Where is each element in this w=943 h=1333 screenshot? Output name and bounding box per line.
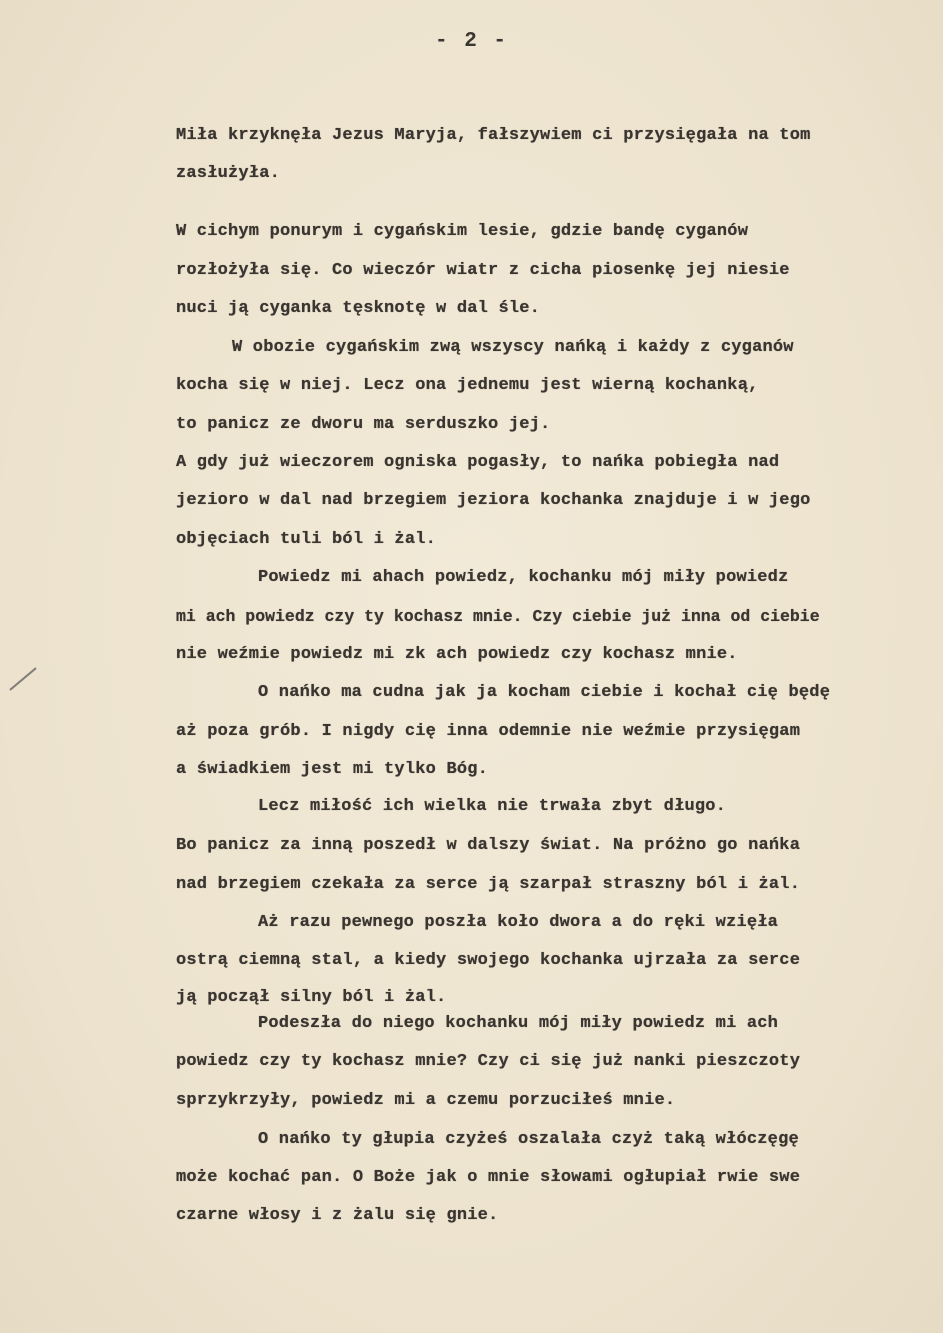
text-line: nad brzegiem czekała za serce ją szarpał straszny ból i żal.	[176, 875, 801, 894]
text-line: a świadkiem jest mi tylko Bóg.	[176, 760, 489, 779]
text-line: mi ach powiedz czy ty kochasz mnie. Czy ciebie już inna od ciebie	[176, 607, 820, 626]
text-line: A gdy już wieczorem ogniska pogasły, to nańka pobiegła nad	[176, 453, 780, 472]
text-line: nuci ją cyganka tęsknotę w dal śle.	[176, 299, 541, 318]
text-line: Lecz miłość ich wielka nie trwała zbyt długo.	[258, 797, 727, 816]
text-line: ostrą ciemną stal, a kiedy swojego kochanka ujrzała za serce	[176, 951, 801, 970]
text-line: to panicz ze dworu ma serduszko jej.	[176, 415, 551, 434]
text-line: W cichym ponurym i cygańskim lesie, gdzie bandę cyganów	[176, 222, 749, 241]
pencil-mark	[9, 667, 36, 690]
text-line: zasłużyła.	[176, 164, 281, 183]
text-line: Bo panicz za inną poszedł w dalszy świat. Na próżno go nańka	[176, 836, 801, 855]
text-line: powiedz czy ty kochasz mnie? Czy ci się już nanki pieszczoty	[176, 1052, 801, 1071]
text-line: może kochać pan. O Boże jak o mnie słowami ogłupiał rwie swe	[176, 1168, 801, 1187]
text-line: sprzykrzyły, powiedz mi a czemu porzuciłeś mnie.	[176, 1091, 676, 1110]
text-line: czarne włosy i z żalu się gnie.	[176, 1206, 499, 1225]
text-line: Podeszła do niego kochanku mój miły powiedz mi ach	[258, 1014, 779, 1033]
text-line: aż poza grób. I nigdy cię inna odemnie nie weźmie przysięgam	[176, 722, 801, 741]
text-line: jezioro w dal nad brzegiem jeziora kochanka znajduje i w jego	[176, 491, 811, 510]
text-line: O nańko ty głupia czyżeś oszalała czyż taką włóczęgę	[258, 1130, 799, 1149]
text-line: Aż razu pewnego poszła koło dwora a do ręki wzięła	[258, 913, 779, 932]
text-line: objęciach tuli ból i żal.	[176, 530, 437, 549]
text-line: Powiedz mi ahach powiedz, kochanku mój miły powiedz	[258, 568, 789, 587]
text-line: Miła krzyknęła Jezus Maryja, fałszywiem ci przysięgała na tom	[176, 126, 811, 145]
text-line: rozłożyła się. Co wieczór wiatr z cicha piosenkę jej niesie	[176, 261, 790, 280]
text-line: kocha się w niej. Lecz ona jednemu jest wierną kochanką,	[176, 376, 759, 395]
text-line: W obozie cygańskim zwą wszyscy nańką i każdy z cyganów	[232, 338, 794, 357]
text-line: nie weźmie powiedz mi zk ach powiedz czy kochasz mnie.	[176, 645, 738, 664]
page-number: - 2 -	[434, 30, 508, 53]
text-line: O nańko ma cudna jak ja kocham ciebie i kochał cię będę	[258, 683, 831, 702]
text-line: ją począł silny ból i żal.	[176, 988, 447, 1007]
